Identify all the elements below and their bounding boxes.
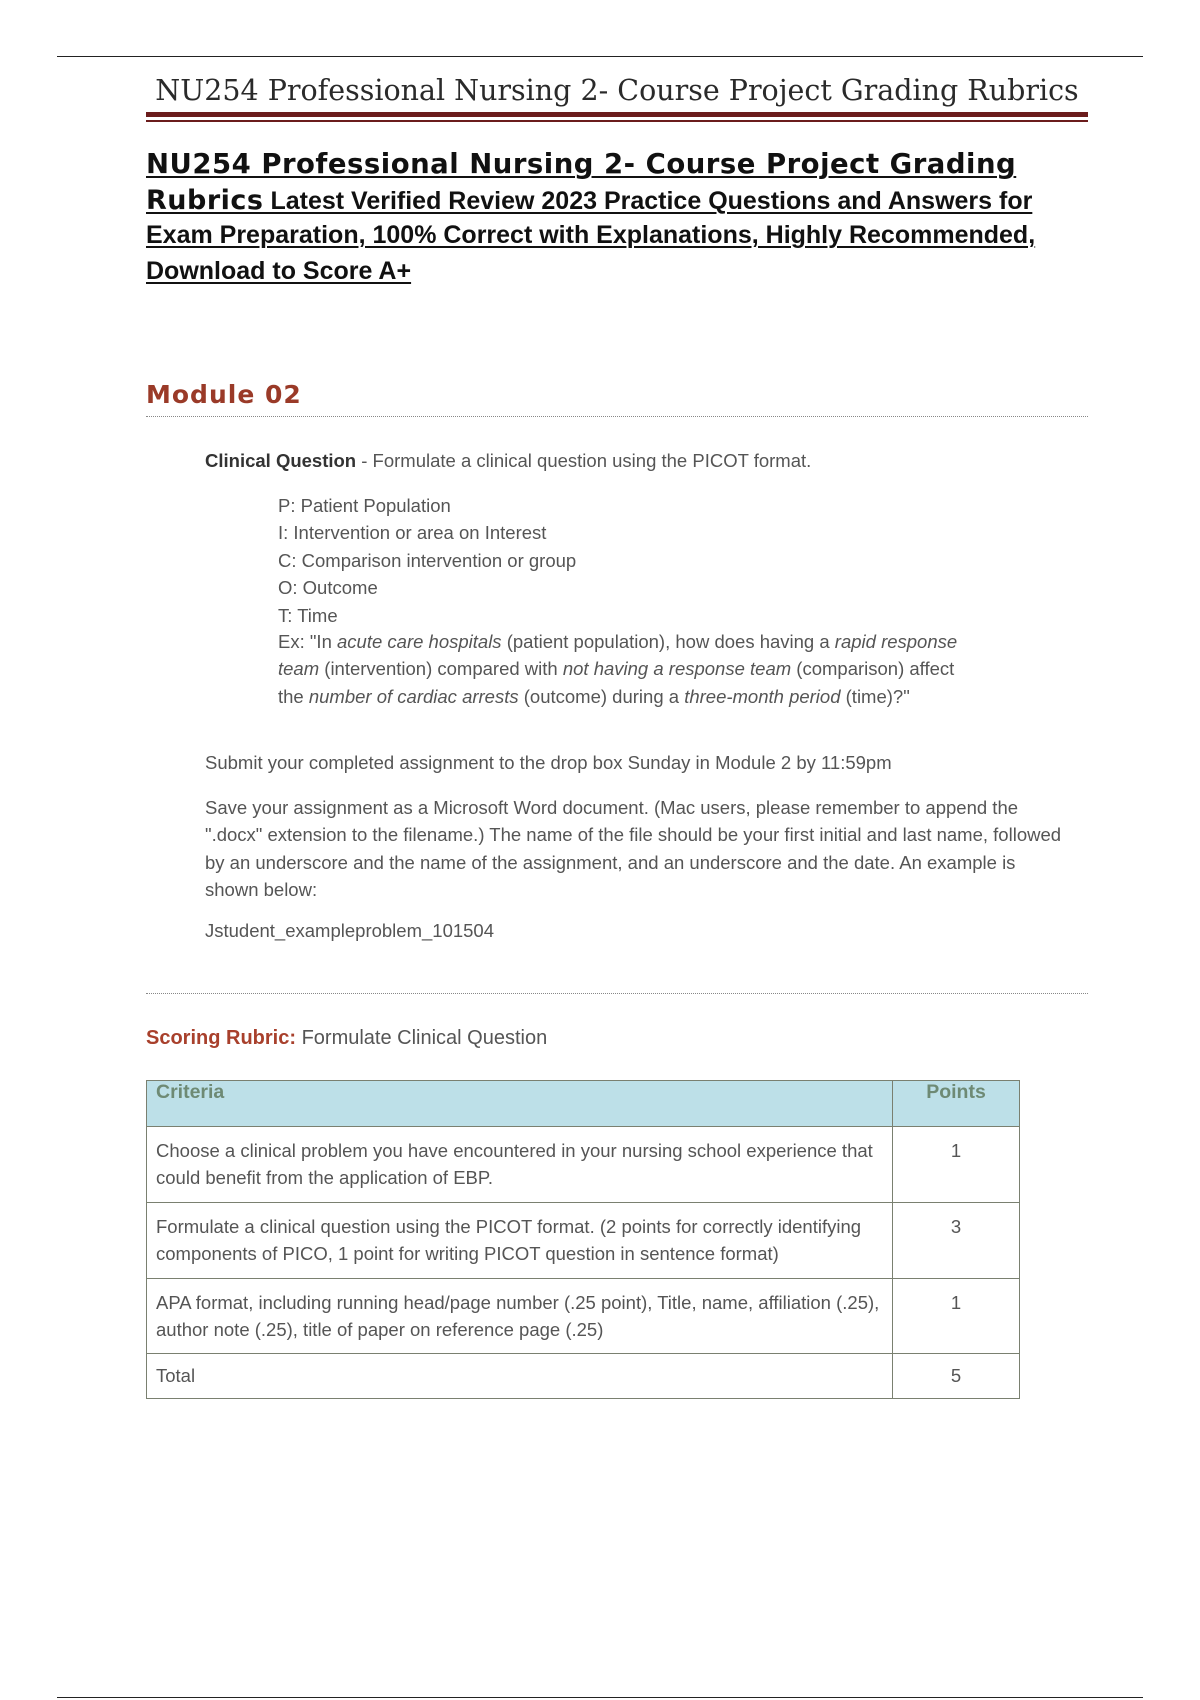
criteria-header: Criteria bbox=[147, 1081, 893, 1127]
clinical-question bbox=[205, 450, 811, 472]
save-instructions: Save your assignment as a Microsoft Word document. (Mac users, please remember to append the ".docx" extension to the filename.) The name of the file should be your first initial and last name, followed by an underscore and the name of the assignment, and an underscore and the date. An example is shown below: bbox=[205, 797, 1062, 901]
table-row bbox=[147, 1127, 1020, 1203]
clinical-question-text: - Formulate a clinical question using the PICOT format. bbox=[356, 450, 812, 471]
example-italic: not having a response team bbox=[562, 658, 792, 680]
rubric-header-row bbox=[147, 1081, 1020, 1127]
picot-list bbox=[278, 492, 576, 629]
picot-item: C: Comparison intervention or group bbox=[278, 549, 577, 571]
total-label: Total bbox=[147, 1354, 893, 1398]
example-text: (patient population), how does having a bbox=[501, 631, 835, 652]
points-header: Points bbox=[893, 1081, 1020, 1127]
picot-item: O: Outcome bbox=[278, 577, 378, 599]
scoring-rubric-label-bold: Scoring Rubric: bbox=[146, 1027, 297, 1049]
module-heading: Module 02 bbox=[146, 380, 302, 409]
example-text: (time)?" bbox=[840, 685, 910, 707]
picot-item: I: Intervention or area on Interest bbox=[278, 522, 547, 544]
module-divider-top bbox=[146, 416, 1088, 417]
criteria-cell: Formulate a clinical question using the PICOT format. (2 points for correctly identifying components of PICO, 1 point for writing PICOT question in sentence format) bbox=[147, 1202, 893, 1278]
total-row bbox=[147, 1354, 1020, 1398]
picot-item: T: Time bbox=[278, 604, 338, 626]
example-italic: number of cardiac arrests bbox=[308, 685, 519, 707]
example-text: (intervention) compared with bbox=[319, 658, 563, 680]
title-line-1: NU254 Professional Nursing 2- Course Project Grading bbox=[146, 148, 1017, 180]
points-cell: 1 bbox=[893, 1278, 1020, 1354]
title-line-3: Exam Preparation, 100% Correct with Explanations, Highly Recommended, bbox=[146, 221, 1036, 249]
document-title bbox=[146, 148, 1096, 293]
clinical-question-label: Clinical Question bbox=[205, 450, 357, 471]
table-row bbox=[147, 1202, 1020, 1278]
picot-example bbox=[278, 628, 958, 710]
example-text: (comparison) affect the bbox=[278, 658, 955, 707]
title-line-2 bbox=[146, 185, 1096, 221]
example-italic: three-month period bbox=[684, 685, 841, 707]
criteria-cell: APA format, including running head/page number (.25 point), Title, name, affiliation (.25), author note (.25), title of paper on reference page (.25) bbox=[147, 1278, 893, 1354]
example-text: Ex: "In bbox=[278, 631, 338, 652]
total-points: 5 bbox=[893, 1354, 1020, 1398]
points-cell: 3 bbox=[893, 1202, 1020, 1278]
scoring-rubric-label-rest: Formulate Clinical Question bbox=[296, 1027, 548, 1049]
example-italic: rapid response team bbox=[278, 631, 958, 680]
points-cell: 1 bbox=[893, 1127, 1020, 1203]
filename-example: Jstudent_exampleproblem_101504 bbox=[205, 920, 495, 941]
title-line-2-bold: Rubrics bbox=[146, 185, 264, 216]
example-text: (outcome) during a bbox=[518, 685, 685, 707]
rubric-table bbox=[146, 1080, 1020, 1399]
header-rule-thin bbox=[146, 120, 1088, 122]
example-italic: acute care hospitals bbox=[337, 631, 502, 652]
module-divider-bottom bbox=[146, 993, 1088, 994]
criteria-cell: Choose a clinical problem you have encountered in your nursing school experience that could benefit from the application of EBP. bbox=[147, 1127, 893, 1203]
page-top-rule bbox=[57, 56, 1143, 57]
title-line-4: Download to Score A+ bbox=[146, 257, 412, 285]
header-rule-thick bbox=[146, 112, 1088, 117]
title-line-2-rest: Latest Verified Review 2023 Practice Questions and Answers for bbox=[263, 187, 1033, 215]
submit-instructions: Submit your completed assignment to the drop box Sunday in Module 2 by 11:59pm bbox=[205, 752, 892, 773]
picot-item: P: Patient Population bbox=[278, 495, 451, 516]
table-row bbox=[147, 1278, 1020, 1354]
page-bottom-rule bbox=[57, 1697, 1143, 1698]
scoring-rubric-label bbox=[146, 1027, 547, 1050]
running-head: NU254 Professional Nursing 2- Course Project Grading Rubrics bbox=[155, 74, 1079, 107]
